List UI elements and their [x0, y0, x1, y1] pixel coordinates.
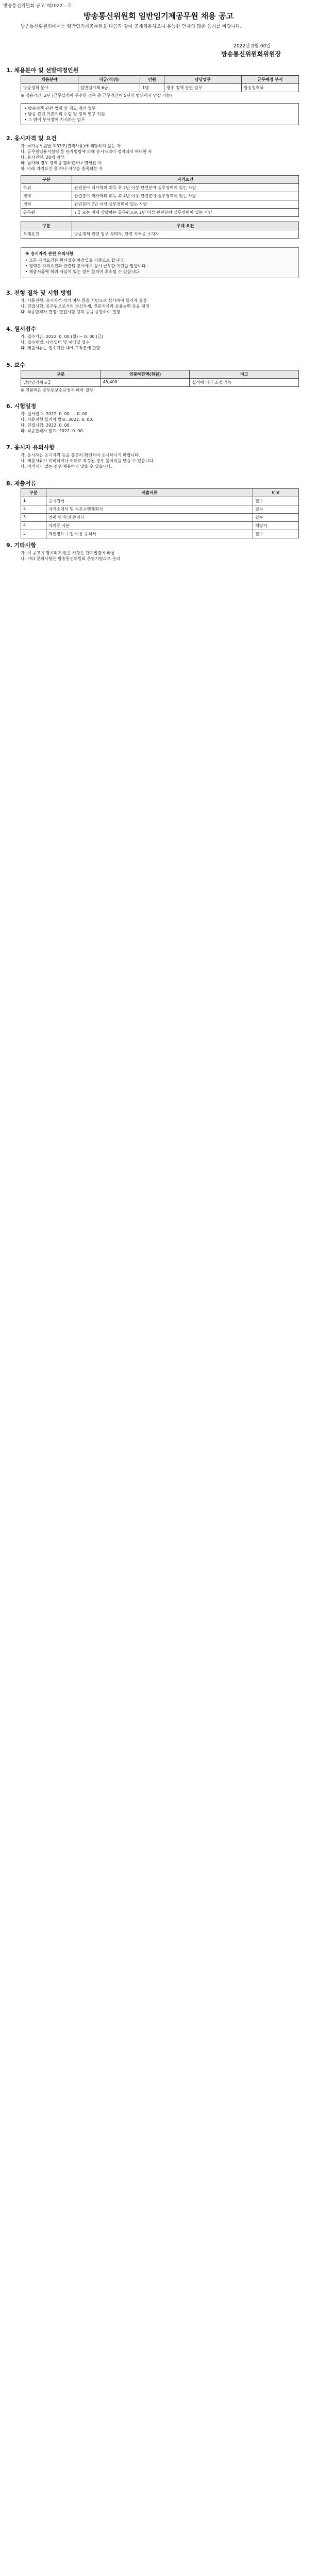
pay-table — [21, 370, 299, 387]
table-header: 연봉하한액(천원) — [101, 370, 190, 379]
table-cell: 7급 또는 이에 상당하는 공무원으로 2년 이상 관련분야 실무경력이 있는 사람 — [72, 209, 299, 217]
list-item: 다. 적격자가 없는 경우 채용하지 않을 수 있습니다. — [21, 464, 112, 469]
list-item: 가. 원서접수: 2022. 0. 00. ~ 0. 00. — [21, 412, 89, 416]
table-header: 구분 — [21, 222, 72, 230]
list-item: 나. 공무원임용시험령 등 관계법령에 의해 응시자격이 정지되지 아니한 자 — [21, 149, 152, 154]
table-header: 우대 요건 — [72, 222, 299, 230]
table-cell: 경력 — [21, 192, 72, 200]
table-header: 비고 — [253, 489, 299, 497]
list-item: 나. 서류전형 합격자 발표: 2022. 0. 00. — [21, 417, 94, 422]
table-cell: 1명 — [140, 84, 164, 92]
table-row — [21, 505, 299, 514]
list-item: 가. 서류전형: 응시자격 적격 여부 등을 서면으로 심사하여 합격자 결정 — [21, 298, 147, 303]
table-cell: 4 — [21, 522, 46, 530]
list-item: 다. 응시연령: 20세 이상 — [21, 155, 64, 160]
table-cell: 경력 — [21, 200, 72, 209]
table-row — [21, 184, 299, 192]
list-item: 가. 국가공무원법 제33조(결격사유)에 해당하지 않는 자 — [21, 144, 121, 148]
table-row — [21, 230, 299, 239]
table-cell: 해당자 — [253, 522, 299, 530]
etc-text — [21, 550, 299, 562]
table-cell: 실적에 따라 조정 가능 — [190, 379, 299, 387]
table-cell: 자격증 사본 — [46, 522, 253, 530]
table-cell: 5 — [21, 530, 46, 538]
table-cell: 공무원 — [21, 209, 72, 217]
table-cell: 필수 — [253, 530, 299, 538]
table-cell: 1 — [21, 497, 46, 505]
list-item: 다. 최종합격자 결정: 면접시험 성적 등을 종합하여 결정 — [21, 310, 121, 314]
section-title: 7. 응시자 유의사항 — [6, 444, 55, 451]
list-item: 라. 남자의 경우 병역을 필하였거나 면제된 자 — [21, 161, 102, 165]
section-title: 1. 채용분야 및 선발예정인원 — [6, 67, 79, 74]
table-header: 구분 — [21, 489, 46, 497]
list-item: 나. 접수방법: 나라일터 및 이메일 접수 — [21, 340, 90, 345]
schedule-text — [21, 411, 299, 434]
table-cell: 일반임기제 6급 — [78, 84, 140, 92]
list-item: 나. 기타 문의사항은 방송통신위원회 운영지원과로 문의 — [21, 556, 120, 561]
duty-line: • 방송정책 관련 법령 및 제도 개선 업무 — [24, 106, 96, 111]
list-item: 다. 제출서류는 접수기간 내에 도착분에 한함 — [21, 346, 101, 350]
notice-date: 2022년 0월 00일 — [233, 44, 271, 49]
pay-note: ※ 연봉액은 공무원보수규정에 따라 결정 — [21, 388, 93, 393]
qualification-table — [21, 175, 299, 217]
duty-line: • 그 밖에 부서장이 지시하는 업무 — [24, 117, 85, 122]
table-header: 제출서류 — [46, 489, 253, 497]
list-item: 가. 이 공고에 명시되지 않은 사항은 관계법령에 따름 — [21, 551, 115, 555]
table-cell: 관련분야 학사학위 취득 후 4년 이상 관련분야 실무경력이 있는 사람 — [72, 192, 299, 200]
notice-line: • 경력은 자격요건과 관련된 분야에서 상시 근무한 기간을 말합니다. — [25, 264, 147, 268]
table-row — [21, 192, 299, 200]
table-cell: 일반임기제 6급 — [21, 379, 101, 387]
notice-line: • 제출서류에 허위 사실이 있는 경우 합격이 취소될 수 있습니다. — [25, 269, 141, 274]
table-cell: 우대요건 — [21, 230, 72, 239]
table-cell: 필수 — [253, 497, 299, 505]
table-cell: 관련분야 7년 이상 실무경력이 있는 사람 — [72, 200, 299, 209]
table-cell: 필수 — [253, 514, 299, 522]
page-title: 방송통신위원회 일반임기제공무원 채용 공고 — [84, 11, 233, 21]
table-row — [21, 209, 299, 217]
table-header: 구분 — [21, 370, 101, 379]
recruit-note: ※ 임용기간: 2년 (근무실적이 우수한 경우 총 근무기간이 5년의 범위에서 연장 가능) — [21, 93, 172, 98]
apply-text — [21, 334, 299, 351]
table-header: 근무예정 부서 — [241, 76, 298, 84]
notice-line: • 모든 자격요건은 원서접수 마감일을 기준으로 합니다. — [25, 258, 125, 263]
table-cell: 3 — [21, 514, 46, 522]
table-header: 비고 — [190, 370, 299, 379]
notice-box — [21, 247, 299, 278]
table-header: 인원 — [140, 76, 164, 84]
section-title: 5. 보수 — [6, 362, 25, 368]
duty-line: • 방송 관련 기본계획 수립 및 정책 연구 지원 — [24, 112, 105, 116]
list-item: 나. 면접시험: 공무원으로서의 정신자세, 전문지식과 응용능력 등을 평정 — [21, 304, 149, 309]
table-header: 자격요건 — [72, 176, 299, 184]
table-row — [21, 514, 299, 522]
table-cell: 학위 — [21, 184, 72, 192]
duty-box — [21, 103, 299, 125]
section-title: 9. 기타사항 — [6, 542, 37, 549]
notice-title: ※ 응시자격 관련 유의사항 — [25, 251, 74, 256]
table-header: 직급(직위) — [78, 76, 140, 84]
list-item: 가. 응시자는 응시자격 등을 충분히 확인하여 응시하시기 바랍니다. — [21, 453, 140, 457]
table-cell: 방송정책국 — [241, 84, 298, 92]
table-row — [21, 84, 299, 92]
list-item: 라. 최종합격자 발표: 2022. 0. 00. — [21, 429, 85, 433]
caution-text — [21, 452, 299, 469]
table-row — [21, 379, 299, 387]
section-title: 3. 전형 절차 및 시험 방법 — [6, 290, 72, 296]
table-cell: 경력 및 학위 증명서 — [46, 514, 253, 522]
qualification-text — [21, 143, 299, 172]
section-title: 4. 원서접수 — [6, 326, 37, 332]
table-cell: 45,400 — [101, 379, 190, 387]
table-cell: 방송 정책 관련 업무 — [164, 84, 241, 92]
intro-text: 방송통신위원회에서는 일반임기제공무원을 다음과 같이 공개채용하오니 유능한 인재의 많은 응시를 바랍니다. — [21, 24, 242, 29]
exam-text — [21, 298, 299, 315]
list-item: 나. 제출서류가 미비하거나 허위로 작성된 경우 불이익을 받을 수 있습니다. — [21, 459, 155, 463]
table-cell: 개인정보 수집·이용 동의서 — [46, 530, 253, 538]
preference-table — [21, 222, 299, 239]
table-row — [21, 497, 299, 505]
table-cell: 방송정책 관련 업무 경력자, 관련 자격증 소지자 — [72, 230, 299, 239]
list-item: 가. 접수기간: 2022. 0. 00.(월) ~ 0. 00.(금) — [21, 334, 103, 339]
table-header: 담당업무 — [164, 76, 241, 84]
table-cell: 방송정책 분야 — [21, 84, 78, 92]
documents-table — [21, 488, 299, 538]
table-row — [21, 522, 299, 530]
table-cell: 필수 — [253, 505, 299, 514]
section-title: 2. 응시자격 및 요건 — [6, 135, 57, 142]
doc-number: 방송통신위원회 공고 제2022 - 호 — [3, 4, 72, 9]
table-cell: 관련분야 석사학위 취득 후 2년 이상 관련분야 실무경력이 있는 사람 — [72, 184, 299, 192]
list-item: 마. 아래 자격요건 중 하나 이상을 충족하는 자 — [21, 166, 103, 171]
list-item: 다. 면접시험: 2022. 0. 00. — [21, 423, 71, 428]
table-cell: 자기소개서 및 직무수행계획서 — [46, 505, 253, 514]
table-row — [21, 200, 299, 209]
table-header: 구분 — [21, 176, 72, 184]
table-cell: 응시원서 — [46, 497, 253, 505]
section-title: 6. 시험일정 — [6, 403, 37, 410]
table-cell: 2 — [21, 505, 46, 514]
issuing-org: 방송통신위원회위원장 — [221, 50, 281, 58]
table-row — [21, 530, 299, 538]
section-title: 8. 제출서류 — [6, 480, 37, 487]
table-header: 채용분야 — [21, 76, 78, 84]
recruit-table — [21, 75, 299, 92]
